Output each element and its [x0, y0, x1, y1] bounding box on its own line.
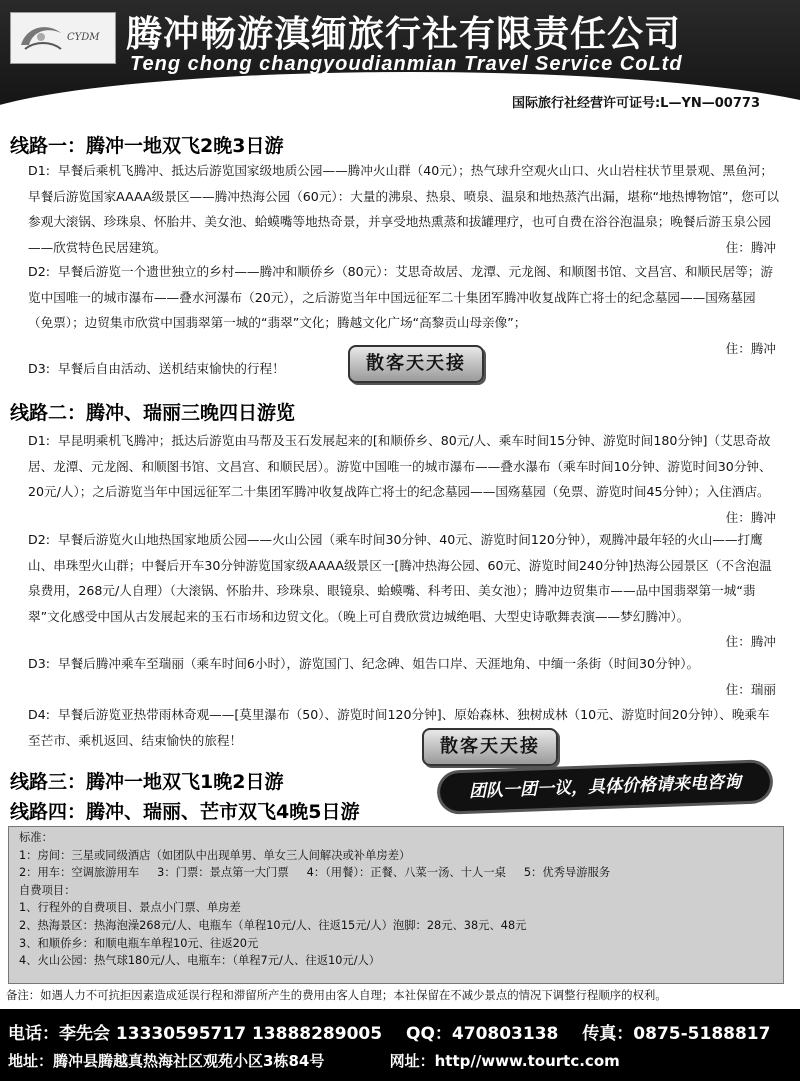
phone-numbers[interactable]: 13330595717 13888289005 [115, 1024, 383, 1044]
address: 腾冲县腾越真热海社区观苑小区3栋84号 [53, 1052, 325, 1070]
day-description: 早餐后腾冲乘车至瑞丽（乘车时间6小时），游览国门、纪念碑、姐告口岸、天涯地角、中缅一条街（时间30分钟）。 [58, 656, 700, 671]
day-description: 早餐后乘机飞腾冲、抵达后游览国家级地质公园——腾冲火山群（40元）；热气球升空观火山口、火山岩柱状节里景观、黑鱼河；早餐后游览国家AAAA级景区——腾冲热海公园（60元）：大量的沸泉、热泉、喷泉、温泉和地热蒸汽出漏，堪称“地热博物馆”，您可以参观大滚锅、珍珠泉、怀胎井、美女池、蛤蟆嘴等地热奇景，并享受地热熏蒸和拔罐理疗，也可自费在浴谷泡温泉；晚餐后游玉泉公园——欣赏特色民居建筑。 [28, 163, 779, 255]
route-2-day-4 [28, 702, 780, 753]
route-2-day-2 [28, 527, 780, 654]
route-2-day-3 [28, 651, 780, 702]
day-tag: D4: [28, 707, 50, 722]
contact-line [8, 1019, 770, 1044]
company-logo [10, 12, 116, 64]
address-label: 地址： [8, 1052, 54, 1070]
day-accommodation: 住：腾冲 [725, 509, 776, 525]
day-description: 早餐后自由活动、送机结束愉快的行程！ [58, 361, 285, 376]
qq-number[interactable]: 470803138 [451, 1024, 559, 1044]
route-3-title: 线路三：腾冲一地双飞1晚2日游 [10, 771, 284, 793]
self-pay-item: 3、和顺侨乡：和顺电瓶车单程10元、往返20元 [19, 936, 259, 950]
self-pay-heading: 自费项目： [19, 883, 76, 897]
standard-item-vehicle: 2：用车：空调旅游用车 [19, 866, 140, 880]
day-tag: D2: [28, 532, 50, 547]
fax-number: 0875-5188817 [633, 1024, 771, 1044]
day-accommodation: 住：瑞丽 [725, 681, 776, 697]
route-4-title: 线路四：腾冲、瑞丽、芒市双飞4晚5日游 [10, 801, 360, 823]
logo-swirl-icon [17, 19, 65, 57]
day-accommodation: 住：腾冲 [725, 239, 776, 255]
qq-label: QQ： [406, 1024, 452, 1044]
website-link[interactable]: http//www.tourtc.com [434, 1052, 620, 1070]
route-1-title: 线路一：腾冲一地双飞2晚3日游 [10, 135, 284, 157]
day-description: 早餐后游览火山地热国家地质公园——火山公园（乘车时间30分钟、40元、游览时间120分钟），观腾冲最年轻的火山——打鹰山、串珠型火山群；中餐后开车30分钟游览国家级AAAA级景区一[腾冲热海公园、60元、游览时间240分钟]热海公园景区（不含泡温泉费用，268元/人自理）（大滚锅、怀胎井、珍珠泉、眼镜泉、蛤蟆嘴、科考田、美女池）；腾冲边贸集市——品中国翡翠第一城“翡翠”文化感受中国从古发展起来的玉石市场和边贸文化。（晚上可自费欣赏边城绝唱、大型史诗歌舞表演——梦幻腾冲）。 [28, 532, 772, 624]
day-description: 早昆明乘机飞腾冲；抵达后游览由马帮及玉石发展起来的[和顺侨乡、80元/人、乘车时间15分钟、游览时间180分钟]（艾思奇故居、龙潭、元龙阁、和顺图书馆、文昌宫、和顺民居）。游览中国唯一的城市瀑布——叠水瀑布（乘车时间10分钟、游览时间30分钟、20元/人）；之后游览当年中国远征军二十集团军腾冲收复战阵亡将士的纪念墓园——国殇墓园（免票、游览时间45分钟）；入住酒店。 [28, 433, 772, 499]
day-tag: D1: [28, 433, 50, 448]
day-tag: D1: [28, 163, 50, 178]
fax-label: 传真： [582, 1024, 634, 1044]
website-label: 网址： [389, 1052, 435, 1070]
day-tag: D3: [28, 656, 50, 671]
self-pay-item: 1、行程外的自费项目、景点小门票、单房差 [19, 901, 241, 915]
daily-departure-stamp-2: 散客天天接 [422, 728, 558, 766]
day-tag: D3: [28, 361, 50, 376]
standard-items-row [19, 864, 773, 882]
standard-item-meal: 4：（用餐）：正餐、八菜一汤、十人一桌 [306, 866, 506, 880]
day-accommodation: 住：腾冲 [725, 633, 776, 649]
disclaimer-note: 备注：如遇人力不可抗拒因素造成延误行程和滞留所产生的费用由客人自理；本社保留在不减少景点的情况下调整行程顺序的权利。 [6, 988, 667, 1002]
self-pay-item: 4、火山公园：热气球180元/人、电瓶车：（单程7元/人、往返10元/人） [19, 954, 381, 968]
day-description: 早餐后游览亚热带雨林奇观——[莫里瀑布（50）、游览时间120分钟]、原始森林、独树成林（10元、游览时间20分钟）、晚乘车至芒市、乘机返回、结束愉快的旅程！ [28, 707, 770, 748]
standard-item-room: 1：房间：三星或同级酒店（如团队中出现单男、单女三人间解决或补单房差） [19, 848, 411, 862]
page-header [0, 0, 800, 125]
contact-person: 李先会 [59, 1024, 110, 1044]
logo-text: CYDM [67, 32, 100, 43]
route-2-title: 线路二：腾冲、瑞丽三晚四日游览 [10, 402, 296, 424]
license-number: 国际旅行社经营许可证号:L—YN—00773 [511, 96, 760, 111]
day-tag: D2: [28, 264, 50, 279]
day-accommodation: 住：腾冲 [725, 340, 776, 356]
address-line [8, 1050, 620, 1071]
standards-box [8, 826, 784, 984]
self-pay-item: 2、热海景区：热海泡澡268元/人、电瓶车（单程10元/人、往返15元/人）泡脚：28元、38元、48元 [19, 918, 527, 932]
day-description: 早餐后游览一个遗世独立的乡村——腾冲和顺侨乡（80元）：艾思奇故居、龙潭、元龙阁、和顺图书馆、文昌宫、和顺民居等；游览中国唯一的城市瀑布——叠水河瀑布（20元），之后游览当年中国远征军二十集团军腾冲收复战阵亡将士的纪念墓园——国殇墓园（免票）；边贸集市欣赏中国翡翠第一城的“翡翠”文化；腾越文化广场“高黎贡山母亲像”； [28, 264, 773, 330]
route-1-day-1 [28, 158, 780, 260]
company-name-en: Teng chong changyoudianmian Travel Service CoLtd [130, 53, 683, 75]
group-pricing-banner: 团队一团一议，具体价格请来电咨询 [439, 762, 770, 811]
route-2-day-1 [28, 428, 780, 530]
daily-departure-stamp: 散客天天接 [348, 345, 484, 383]
standard-item-guide: 5：优秀导游服务 [523, 866, 611, 880]
contact-footer [0, 1009, 800, 1081]
standards-heading: 标准： [19, 831, 53, 844]
standard-item-ticket: 3：门票：景点第一大门票 [157, 866, 289, 880]
company-name-cn: 腾冲畅游滇缅旅行社有限责任公司 [126, 14, 682, 55]
phone-label: 电话： [8, 1024, 59, 1044]
